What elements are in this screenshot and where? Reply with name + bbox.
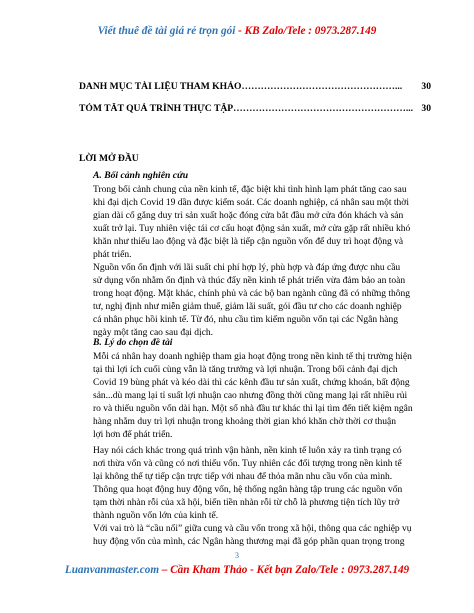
toc-entry-references[interactable] — [79, 81, 431, 92]
text-line: Nguồn vốn ổn định với lãi suất chi phí hợp lý, phù hợp và đáp ứng được nhu cầu — [93, 263, 401, 273]
text-line: Trong bối cảnh chung của nền kinh tế, đặc biệt khi tình hình lạm phát tăng cao sau — [93, 185, 407, 195]
text-line: Hay nói cách khác trong quá trình vận hành, nền kinh tế luôn xảy ra tình trạng có — [93, 446, 402, 456]
footer-contact: Kết bạn Zalo/Tele : 0973.287.149 — [256, 564, 410, 576]
toc-entry-label: DANH MỤC TÀI LIỆU THAM KHẢO…………………………………………... — [79, 81, 403, 92]
text-line: tại thì lợi ích cuối cùng vẫn là tăng trưởng và lợi nhuận. Trong bối cảnh đại dịch — [93, 365, 398, 375]
footer-name: Cần Kham Thảo — [170, 564, 248, 576]
text-line: phát triển. — [93, 250, 132, 260]
header-service-text: Viết thuê đề tài giá rẻ trọn gói — [97, 25, 236, 37]
text-line: sản...dù mang lại tỉ suất lợi nhuận cao nhưng đồng thời cũng mang lại rất nhiều rủi — [93, 391, 408, 401]
text-line: Mỗi cá nhân hay doanh nghiệp tham gia hoạt động trong nền kinh tế thị trường hiện — [93, 352, 412, 362]
text-line: khi đại dịch Covid 19 dần được kiểm soát. Các doanh nghiệp, cá nhân sau một thời — [93, 198, 409, 208]
text-line: thành nguồn vốn lớn của kinh tế. — [93, 511, 219, 521]
section-a-heading: A. Bối cảnh nghiên cứu — [93, 170, 189, 181]
text-line: huy động vốn của mình, các Ngân hàng thương mại đã góp phần quan trọng trong — [93, 537, 405, 547]
page-number: 3 — [235, 551, 239, 560]
text-line: Covid 19 bùng phát và kéo dài thì các kênh đầu tư sản xuất, chứng khoán, bất động — [93, 378, 410, 388]
footer-separator: – — [159, 564, 171, 576]
header-banner — [0, 25, 474, 37]
footer-site-link[interactable]: Luanvanmaster.com — [64, 564, 160, 576]
text-line: xuất trở lại. Tuy nhiên việc tái cơ cấu hoạt động sản xuất, mở cửa gặp rất nhiều khó — [93, 224, 411, 234]
footer-separator: - — [247, 564, 257, 576]
text-line: tư, nghị định như miễn giảm thuế, giảm lãi suất, gói đầu tư cho các doanh nghiệp — [93, 302, 402, 312]
text-line: nơi thừa vốn và cũng có nơi thiếu vốn. Tuy nhiên các đối tượng trong nền kinh tế — [93, 459, 402, 469]
toc-entry-page: 30 — [421, 103, 431, 114]
text-line: trong hoạt động. Mặt khác, chính phủ và các bộ ban ngành cũng đã có những thông — [93, 289, 410, 299]
text-line: lại không thể tự tiếp cận trực tiếp với nhau để thỏa mãn nhu cầu vốn của mình. — [93, 472, 393, 482]
text-line: tạm thời nhàn rỗi của xã hội, biến tiền nhàn rỗi từ chỗ là phương tiện tích lũy trở — [93, 498, 400, 508]
text-line: cá nhân phục hồi kinh tế. Từ đó, nhu cầu tìm kiếm nguồn vốn tại các Ngân hàng — [93, 315, 398, 325]
section-title: LỜI MỞ ĐẦU — [79, 153, 139, 164]
text-line: khăn như thiếu lao động và đặc biệt là tiếp cận nguồn vốn để duy trì hoạt động và — [93, 237, 404, 247]
header-separator: - — [235, 25, 245, 37]
text-line: sử dụng vốn nhằm ổn định và thúc đẩy nền kinh tế phát triển vừa đảm bảo an toàn — [93, 276, 406, 286]
toc-entry-label: TÓM TẮT QUÁ TRÌNH THỰC TẬP………………………………………………... — [79, 103, 414, 114]
text-line: gian dài cố gắng duy trì sản xuất hoặc đóng cửa bắt đầu mở cửa đón khách và sản — [93, 211, 404, 221]
text-line: lợi hơn để phát triển. — [93, 430, 173, 440]
toc-entry-internship-summary[interactable] — [79, 103, 431, 114]
text-line: ro và thiếu nguồn vốn dài hạn. Một số nhà đầu tư khác thì lại tìm đến tiết kiệm ngân — [93, 404, 413, 414]
footer-banner — [0, 564, 474, 576]
header-contact-text: KB Zalo/Tele : 0973.287.149 — [244, 25, 377, 37]
text-line: Thông qua hoạt động huy động vốn, hệ thống ngân hàng tập trung các nguồn vốn — [93, 485, 403, 495]
text-line: hàng nhằm duy trì lợi nhuận trong khoảng thời gian khó khăn chờ thời cơ thuận — [93, 417, 396, 427]
section-b-heading: B. Lý do chọn đề tài — [93, 337, 173, 348]
text-line: Với vai trò là “cầu nối” giữa cung và cầu vốn trong xã hội, thông qua các nghiệp vụ — [93, 524, 412, 534]
text-line: ngày một tăng cao sau đại dịch. — [93, 328, 214, 338]
toc-entry-page: 30 — [421, 81, 431, 92]
